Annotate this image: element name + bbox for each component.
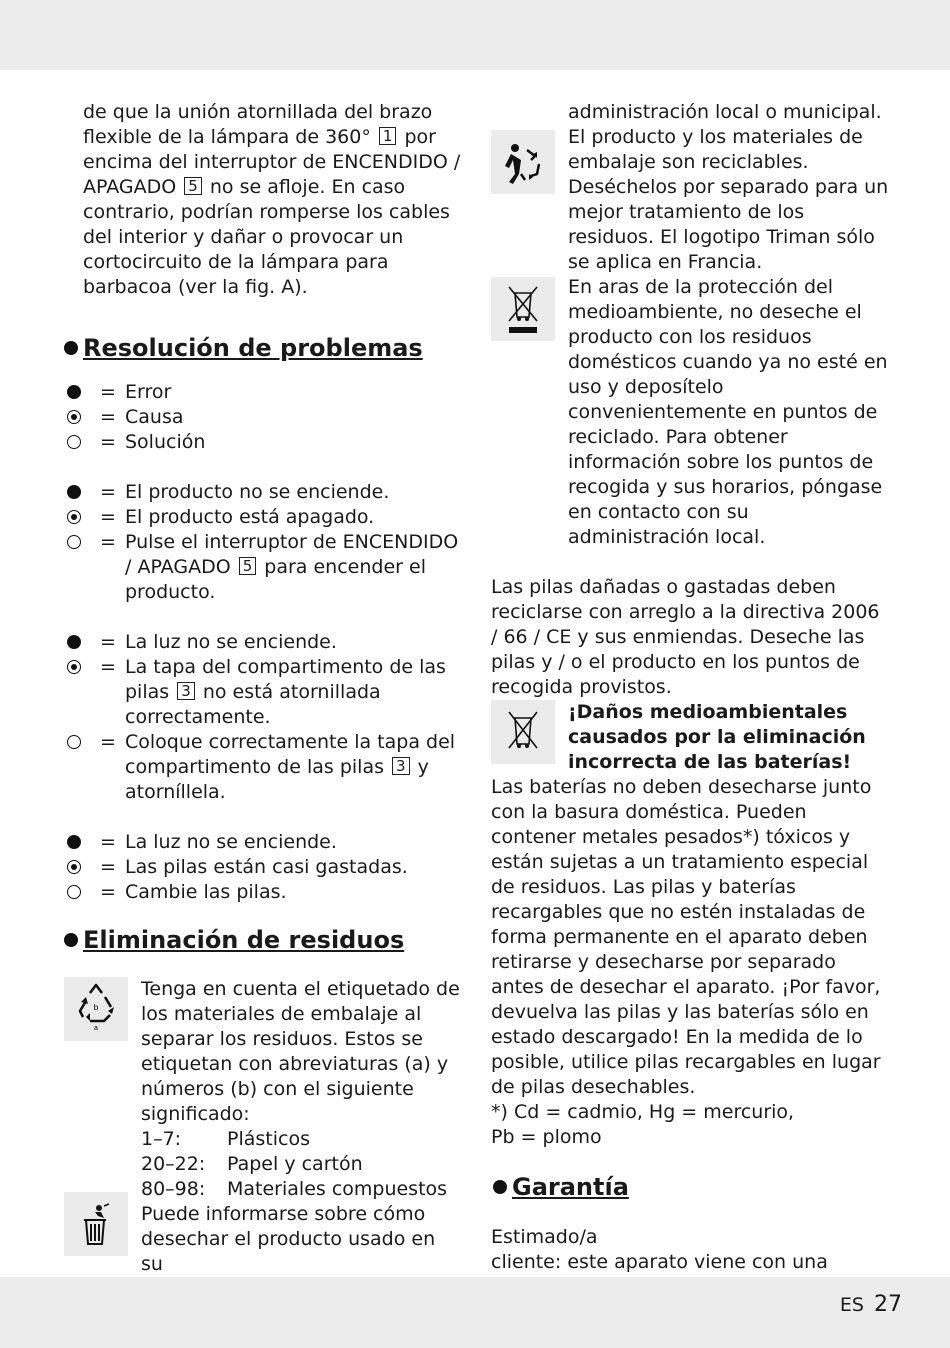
ref-box: 3 <box>392 757 410 775</box>
footnote-1: *) Cd = cadmio, Hg = mercurio, <box>491 1101 795 1123</box>
solution-bullet-icon <box>67 435 81 449</box>
case-3 <box>83 830 463 905</box>
error-bullet-icon <box>67 635 81 649</box>
crossed-bin-icon <box>491 277 555 341</box>
case-error: = La luz no se enciende. <box>83 830 463 855</box>
code-value: 1–7: <box>141 1128 182 1150</box>
heading-bullet-icon <box>64 933 78 947</box>
heading-bullet-icon <box>64 341 78 355</box>
legend-list <box>83 380 463 455</box>
code-label: Papel y cartón <box>227 1153 363 1175</box>
footnote-2: Pb = plomo <box>491 1126 602 1148</box>
codes-table <box>141 1127 463 1202</box>
cause-bullet-icon <box>67 510 81 524</box>
trash-bin-icon <box>64 1192 128 1256</box>
case-cause: = Las pilas están casi gastadas. <box>83 855 463 880</box>
packaging-text: Tenga en cuenta el etiquetado de los materiales de embalaje al separar los residuos. Estos se etiquetan con abreviaturas (a) y números (b) con el siguiente significado: <box>141 978 460 1125</box>
ref-box: 5 <box>184 177 202 195</box>
error-bullet-icon <box>67 485 81 499</box>
solution-bullet-icon <box>67 885 81 899</box>
battery-text: Las pilas dañadas o gastadas deben reciclarse con arreglo a la directiva 2006 / 66 / CE y sus enmiendas. Deseche las pilas y / o el producto en los puntos de recogida provistos. <box>491 576 880 698</box>
cause-bullet-icon <box>67 860 81 874</box>
info-text-right: administración local o municipal. <box>568 101 882 123</box>
error-bullet-icon <box>67 835 81 849</box>
recycle-icon <box>64 977 128 1041</box>
case-error: = El producto no se enciende. <box>83 480 463 505</box>
top-band <box>0 0 950 70</box>
warranty-heading: Garantía <box>512 1172 891 1202</box>
heading-bullet-icon <box>493 1180 507 1194</box>
case-solution: = Cambie las pilas. <box>83 880 463 905</box>
case-1 <box>83 480 463 605</box>
ref-box: 3 <box>177 682 195 700</box>
case-2 <box>83 630 463 805</box>
left-column <box>83 100 463 1277</box>
ref-box: 1 <box>379 127 397 145</box>
intro-paragraph: de que la unión atornillada del brazo flexible de la lámpara de 360° 1 por encima del interruptor de ENCENDIDO / APAGADO 5 no se afloje. En caso contrario, podrían romperse los cables del interior y dañar o provocar un cortocircuito de la lámpara para barbacoa (ver la fig. A). <box>83 101 461 298</box>
case-cause: = El producto está apagado. <box>83 505 463 530</box>
info-block <box>141 1202 463 1277</box>
warning-block <box>491 700 891 775</box>
legend-error: = Error <box>83 380 463 405</box>
warranty-salutation: Estimado/a <box>491 1226 598 1248</box>
page-footer <box>840 1292 902 1317</box>
packaging-block <box>83 977 463 1277</box>
warranty-text: cliente: este aparato viene con una <box>491 1251 828 1273</box>
page-number: 27 <box>874 1292 902 1317</box>
solution-bullet-icon <box>67 535 81 549</box>
info-text-left: Puede informarse sobre cómo desechar el producto usado en su <box>141 1203 436 1275</box>
cause-bullet-icon <box>67 660 81 674</box>
triman-text: El producto y los materiales de embalaje son reciclables. Deséchelos por separado para un mejor tratamiento de los residuos. El logotipo Triman sólo se aplica en Francia. <box>568 126 889 273</box>
ref-box: 5 <box>239 557 257 575</box>
disposal-heading: Eliminación de residuos <box>83 925 463 955</box>
warning-text: Las baterías no deben desecharse junto con la basura doméstica. Pueden contener metales pesados*) tóxicos y están sujetas a un tratamiento especial de residuos. Las pilas y baterías recargables que no estén instaladas de forma permanente en el aparato deben retirarse y desecharse por separado antes de desechar el aparato. ¡Por favor, devuelva las pilas y las baterías sólo en estado descargado! En la medida de lo posible, utilice pilas recargables en lugar de pilas desechables. <box>491 776 881 1098</box>
crossed-bin-battery-icon <box>491 700 555 764</box>
svg-text:b: b <box>93 1003 99 1012</box>
code-label: Materiales compuestos <box>227 1178 448 1200</box>
warning-title: ¡Daños medioambientales causados por la eliminación incorrecta de las baterías! <box>568 701 866 773</box>
right-column <box>491 100 891 1325</box>
case-solution: = Pulse el interruptor de ENCENDIDO / APAGADO 5 para encender el producto. <box>83 530 463 605</box>
troubleshooting-heading: Resolución de problemas <box>83 333 463 363</box>
triman-icon <box>491 130 555 194</box>
case-solution: = Coloque correctamente la tapa del compartimento de las pilas 3 y atorníllela. <box>83 730 463 805</box>
code-label: Plásticos <box>227 1128 310 1150</box>
error-bullet-icon <box>67 385 81 399</box>
language-code: ES <box>839 1294 864 1316</box>
code-value: 20–22: <box>141 1153 206 1175</box>
weee-block <box>491 275 891 550</box>
svg-text:a: a <box>94 1025 98 1032</box>
triman-block <box>491 100 891 275</box>
code-value: 80–98: <box>141 1178 206 1200</box>
case-cause: = La tapa del compartimento de las pilas 3 no está atornillada correctamente. <box>83 655 463 730</box>
solution-bullet-icon <box>67 735 81 749</box>
bottom-band <box>0 1277 950 1348</box>
legend-solution: = Solución <box>83 430 463 455</box>
cause-bullet-icon <box>67 410 81 424</box>
case-error: = La luz no se enciende. <box>83 630 463 655</box>
weee-text: En aras de la protección del medioambiente, no deseche el producto con los residuos domésticos cuando ya no esté en uso y deposítelo convenientemente en puntos de reciclado. Para obtener información sobre los puntos de recogida y sus horarios, póngase en contacto con su administración local. <box>568 276 888 548</box>
legend-cause: = Causa <box>83 405 463 430</box>
